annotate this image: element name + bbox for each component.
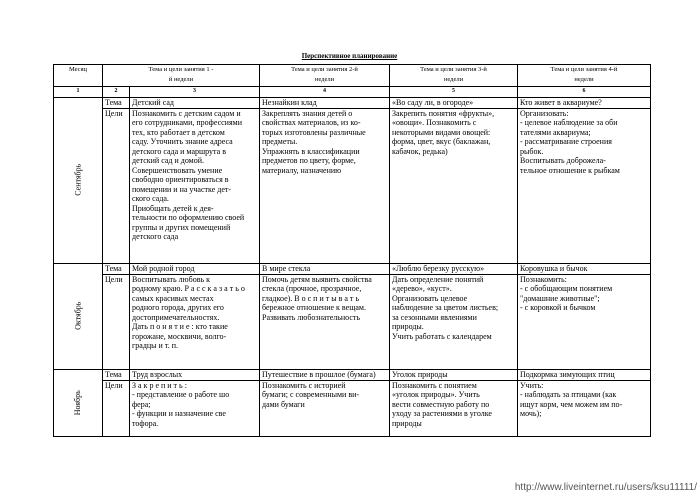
- goal-line: Организовать:: [520, 108, 569, 118]
- goals-cell: [518, 108, 651, 263]
- goal-line: "домашние животные";: [520, 293, 600, 303]
- goal-line: градцы и т. п.: [132, 341, 179, 350]
- goals-cell: [130, 380, 260, 436]
- col-number: 4: [260, 87, 390, 98]
- sept-topic-row: [54, 97, 651, 108]
- goal-line: стекла (прочное, прозрачное,: [262, 284, 362, 293]
- goal-line: детского сада: [132, 232, 179, 241]
- goal-line: родному краю. Р а с с к а з а т ь о: [132, 284, 245, 293]
- goal-line: Познакомить с детским садом и: [132, 108, 241, 118]
- topic-cell: Незнайкин клад: [260, 97, 390, 108]
- goal-line: бережное отношение к вещам.: [262, 303, 366, 312]
- goal-line: Развивать любознательность: [262, 312, 361, 322]
- goal-line: З а к р е п и т ь :: [132, 380, 187, 390]
- col-number: 3: [130, 87, 260, 98]
- goals-cell: [130, 274, 260, 369]
- label-tseli: Цели: [103, 380, 130, 436]
- header-week-3: Тема и цели занятия 3-й недели: [390, 65, 518, 87]
- goal-line: Воспитывать доброжела-: [520, 156, 606, 165]
- month-october: Октябрь: [54, 263, 103, 369]
- goal-line: ищут корм, чем можем им по-: [520, 399, 623, 409]
- goal-line: Помочь детям выявить свойства: [262, 274, 372, 284]
- topic-cell: Детский сад: [130, 97, 260, 108]
- goal-line: тельное отношение к рыбкам: [520, 165, 620, 175]
- goal-line: тельности по оформлению своей: [132, 213, 245, 222]
- nov-goals-row: [54, 380, 651, 436]
- goal-line: бумаги; с современными ви-: [262, 390, 360, 399]
- goal-line: - функции и назначение све: [132, 409, 226, 418]
- goal-line: свойствах материалов, из ко-: [262, 118, 361, 127]
- goals-cell: [390, 108, 518, 263]
- nov-topic-row: [54, 369, 651, 380]
- topic-cell: Мой родной город: [130, 263, 260, 274]
- goal-line: Приобщать детей к дея-: [132, 203, 214, 213]
- goal-line: кабачок, редька): [392, 146, 448, 156]
- goal-line: форма, цвет, вкус (баклажан,: [392, 137, 491, 146]
- goal-line: «овощи». Познакомить с: [392, 118, 477, 127]
- goal-line: - рассматривание строения: [520, 137, 612, 146]
- goal-line: тателями аквариума;: [520, 127, 591, 137]
- goal-line: самых красивых местах: [132, 293, 214, 303]
- goal-line: дами бумаги: [262, 399, 305, 409]
- goal-line: рыбок.: [520, 146, 544, 156]
- topic-cell: Подкормка зимующих птиц: [518, 369, 651, 380]
- sept-goals-row: [54, 108, 651, 263]
- oct-topic-row: [54, 263, 651, 274]
- goal-line: Закрепить понятия «фрукты»,: [392, 108, 495, 118]
- goals-cell: [518, 380, 651, 436]
- label-tseli: Цели: [103, 108, 130, 263]
- goal-line: «уголок природы». Учить: [392, 390, 480, 399]
- month-september: Сентябрь: [54, 97, 103, 263]
- number-row: [54, 87, 651, 98]
- goal-line: Дать определение понятий: [392, 274, 484, 284]
- topic-cell: Уголок природы: [390, 369, 518, 380]
- goal-line: фера;: [132, 399, 151, 409]
- header-row: [54, 65, 651, 87]
- goal-line: Закреплять знания детей о: [262, 108, 353, 118]
- col-number: 5: [390, 87, 518, 98]
- goal-line: родного города, других его: [132, 303, 224, 312]
- header-week-4: Тема и цели занятия 4-й недели: [518, 65, 651, 87]
- goal-line: Познакомить с понятием: [392, 380, 477, 390]
- goal-line: Познакомить:: [520, 274, 567, 284]
- goals-cell: [260, 108, 390, 263]
- goal-line: тех, кто работает в детском: [132, 127, 225, 137]
- goal-line: достопримечательностях.: [132, 312, 220, 322]
- header-week-2: Тема и цели занятия 2-й недели: [260, 65, 390, 87]
- goal-line: некоторыми видами овощей:: [392, 127, 491, 137]
- goals-cell: [518, 274, 651, 369]
- goal-line: помещении и на участке дет-: [132, 184, 232, 194]
- goal-line: тофора.: [132, 418, 159, 428]
- goal-line: - с обобщающим понятием: [520, 284, 613, 293]
- goal-line: - наблюдать за птицами (как: [520, 390, 617, 399]
- goal-line: Дать п о н я т и е : кто такие: [132, 322, 228, 331]
- topic-cell: «Во саду ли, в огороде»: [390, 97, 518, 108]
- goal-line: «дерево», «куст».: [392, 284, 452, 293]
- goals-cell: [260, 274, 390, 369]
- source-url[interactable]: http://www.liveinternet.ru/users/ksu11111/: [514, 482, 697, 493]
- goal-line: Организовать целевое: [392, 293, 468, 303]
- topic-cell: Кто живет в аквариуме?: [518, 97, 651, 108]
- col-number: 1: [54, 87, 103, 98]
- goal-line: предметов по цвету, форме,: [262, 156, 356, 165]
- goal-line: за сезонными явлениями: [392, 312, 477, 322]
- col-number: 6: [518, 87, 651, 98]
- goal-line: его сотрудниками, профессиями: [132, 118, 242, 127]
- goal-line: природы: [392, 418, 422, 428]
- document-title: Перспективное планирование: [301, 52, 398, 60]
- goal-line: - представление о работе шо: [132, 390, 230, 399]
- goal-line: природы.: [392, 322, 424, 331]
- goal-line: мочь);: [520, 409, 542, 418]
- goal-line: свободно ориентироваться в: [132, 175, 229, 184]
- goal-line: наблюдение за цветом листьев;: [392, 303, 499, 312]
- topic-cell: В мире стекла: [260, 263, 390, 274]
- planning-table: [53, 64, 651, 437]
- goals-cell: [390, 380, 518, 436]
- label-tema: Тема: [103, 369, 130, 380]
- goal-line: ского сада.: [132, 194, 169, 203]
- topic-cell: «Люблю березку русскую»: [390, 263, 518, 274]
- goal-line: торых изготовлены различные: [262, 127, 366, 137]
- goal-line: детского сада и маршрута в: [132, 146, 226, 156]
- goal-line: - целевое наблюдение за оби: [520, 118, 618, 127]
- goal-line: гладкое). В о с п и т ы в а т ь: [262, 293, 360, 303]
- topic-cell: Путешествие в прошлое (бумага): [260, 369, 390, 380]
- goals-cell: [130, 108, 260, 263]
- goal-line: материалу, назначению: [262, 165, 342, 175]
- goal-line: уходу за растениями в уголке: [392, 409, 492, 418]
- label-tema: Тема: [103, 97, 130, 108]
- goal-line: горожане, москвичи, волго-: [132, 331, 227, 341]
- topic-cell: Труд взрослых: [130, 369, 260, 380]
- goal-line: - с коровкой и бычком: [520, 303, 596, 312]
- header-month: Месяц: [54, 65, 103, 87]
- goal-line: саду. Уточнить знание адреса: [132, 137, 233, 146]
- topic-cell: Коровушка и бычок: [518, 263, 651, 274]
- goal-line: Совершенствовать умение: [132, 165, 223, 175]
- goal-line: предметы.: [262, 137, 298, 146]
- label-tseli: Цели: [103, 274, 130, 369]
- month-november: Ноябрь: [54, 369, 103, 436]
- goal-line: детский сад и домой.: [132, 156, 205, 165]
- goals-cell: [390, 274, 518, 369]
- col-number: 2: [103, 87, 130, 98]
- goal-line: Упражнять в классификации: [262, 146, 360, 156]
- goal-line: Учить работать с календарем: [392, 331, 492, 341]
- goal-line: Воспитывать любовь к: [132, 274, 211, 284]
- goals-cell: [260, 380, 390, 436]
- oct-goals-row: [54, 274, 651, 369]
- label-tema: Тема: [103, 263, 130, 274]
- goal-line: Учить:: [520, 380, 544, 390]
- goal-line: Познакомить с историей: [262, 380, 346, 390]
- goal-line: вести совместную работу по: [392, 399, 490, 409]
- goal-line: группы и других помещений: [132, 222, 231, 232]
- header-week-1: Тема и цели занятия 1 - й недели: [103, 65, 260, 87]
